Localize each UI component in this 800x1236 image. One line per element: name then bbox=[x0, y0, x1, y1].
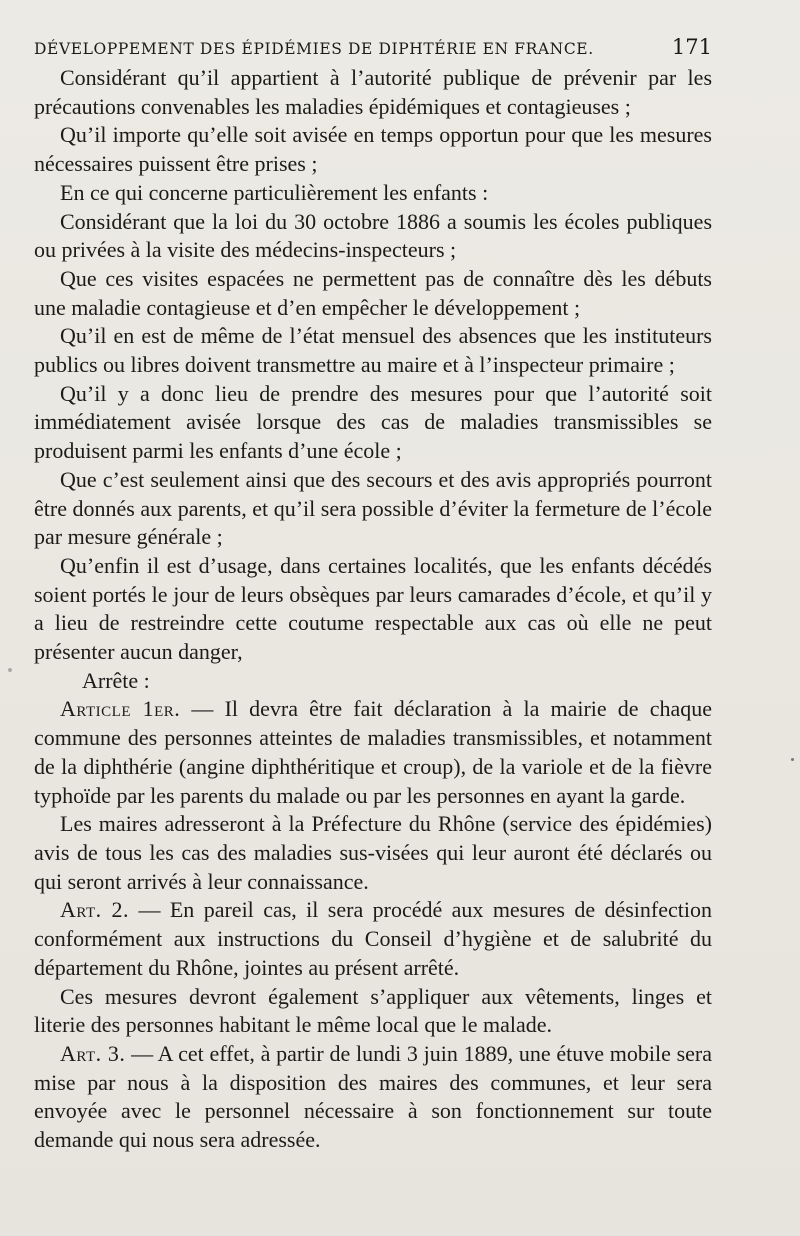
article-3-text: — A cet effet, à partir de lundi 3 juin 1889, une étuve mobile sera mise par nous à la disposition des maires des communes, et leur sera envoyée avec le personnel nécessaire à son fonctionnement sur toute demande qui nous sera adressée. bbox=[34, 1040, 713, 1153]
paragraph: Qu’il en est de même de l’état mensuel des absences que les instituteurs publics ou libres doivent transmettre au maire et à l’inspecteur primaire ; bbox=[34, 323, 712, 378]
arrete-heading: Arrête : bbox=[82, 667, 150, 693]
article-3-label: Art. 3. bbox=[60, 1040, 126, 1066]
page-number: 171 bbox=[671, 35, 712, 59]
article-1 bbox=[34, 695, 712, 810]
paragraph: Qu’enfin il est d’usage, dans certaines localités, que les enfants décédés soient portés le jour de leurs obsèques par leurs camarades d’école, et qu’il y a lieu de restreindre cette coutume respectable aux cas où elle ne peut présenter aucun danger, bbox=[34, 552, 712, 665]
paragraph: Que c’est seulement ainsi que des secours et des avis appropriés pourront être donnés aux parents, et qu’il sera possible d’éviter la fermeture de l’école par mesure générale ; bbox=[34, 466, 712, 550]
body-text bbox=[34, 64, 712, 1155]
paragraph: Considérant qu’il appartient à l’autorité publique de prévenir par les précautions convenables les maladies épidémiques et contagieuses ; bbox=[34, 65, 712, 119]
article-1-text: — Il devra être fait déclaration à la mairie de chaque commune des personnes atteintes de maladies transmissibles, et notamment de la diphthérie (angine diphthéritique et croup), de la variole et de la fièvre typhoïde par les parents du malade ou par les personnes en ayant la garde. bbox=[34, 696, 712, 808]
paragraph: Qu’il y a donc lieu de prendre des mesures pour que l’autorité soit immédiatement avisée lorsque des cas de maladies transmissibles se produisent parmi les enfants d’une école ; bbox=[34, 380, 712, 464]
article-2-label: Art. 2. bbox=[60, 897, 130, 923]
paragraph: Considérant que la loi du 30 octobre 1886 a soumis les écoles publiques ou privées à la visite des médecins-inspecteurs ; bbox=[34, 208, 712, 263]
running-title: DÉVELOPPEMENT DES ÉPIDÉMIES DE DIPHTÉRIE EN FRANCE. bbox=[34, 40, 594, 58]
paragraph: En ce qui concerne particulièrement les enfants : bbox=[60, 179, 489, 205]
paragraph: Qu’il importe qu’elle soit avisée en temps opportun pour que les mesures nécessaires puissent être prises ; bbox=[34, 122, 712, 177]
article-2-text: — En pareil cas, il sera procédé aux mesures de désinfection conformément aux instructions du Conseil d’hygiène et de salubrité du département du Rhône, jointes au présent arrêté. bbox=[34, 897, 712, 980]
article-1-label: Article 1er. bbox=[60, 696, 181, 722]
article-2 bbox=[34, 896, 712, 982]
paper-speck bbox=[8, 668, 12, 672]
article-1-paragraph-2: Les maires adresseront à la Préfecture du Rhône (service des épidémies) avis de tous les cas des maladies sus-visées qui leur auront été déclarés ou qui seront arrivés à leur connaissance. bbox=[34, 811, 712, 894]
running-head bbox=[34, 30, 712, 64]
paragraph: Que ces visites espacées ne permettent pas de connaître dès les débuts une maladie contagieuse et d’en empêcher le développement ; bbox=[34, 265, 712, 320]
article-2-paragraph-2: Ces mesures devront également s’appliquer aux vêtements, linges et literie des personnes habitant le même local que le malade. bbox=[34, 983, 712, 1038]
paper-speck bbox=[791, 758, 794, 761]
article-3 bbox=[34, 1040, 712, 1155]
